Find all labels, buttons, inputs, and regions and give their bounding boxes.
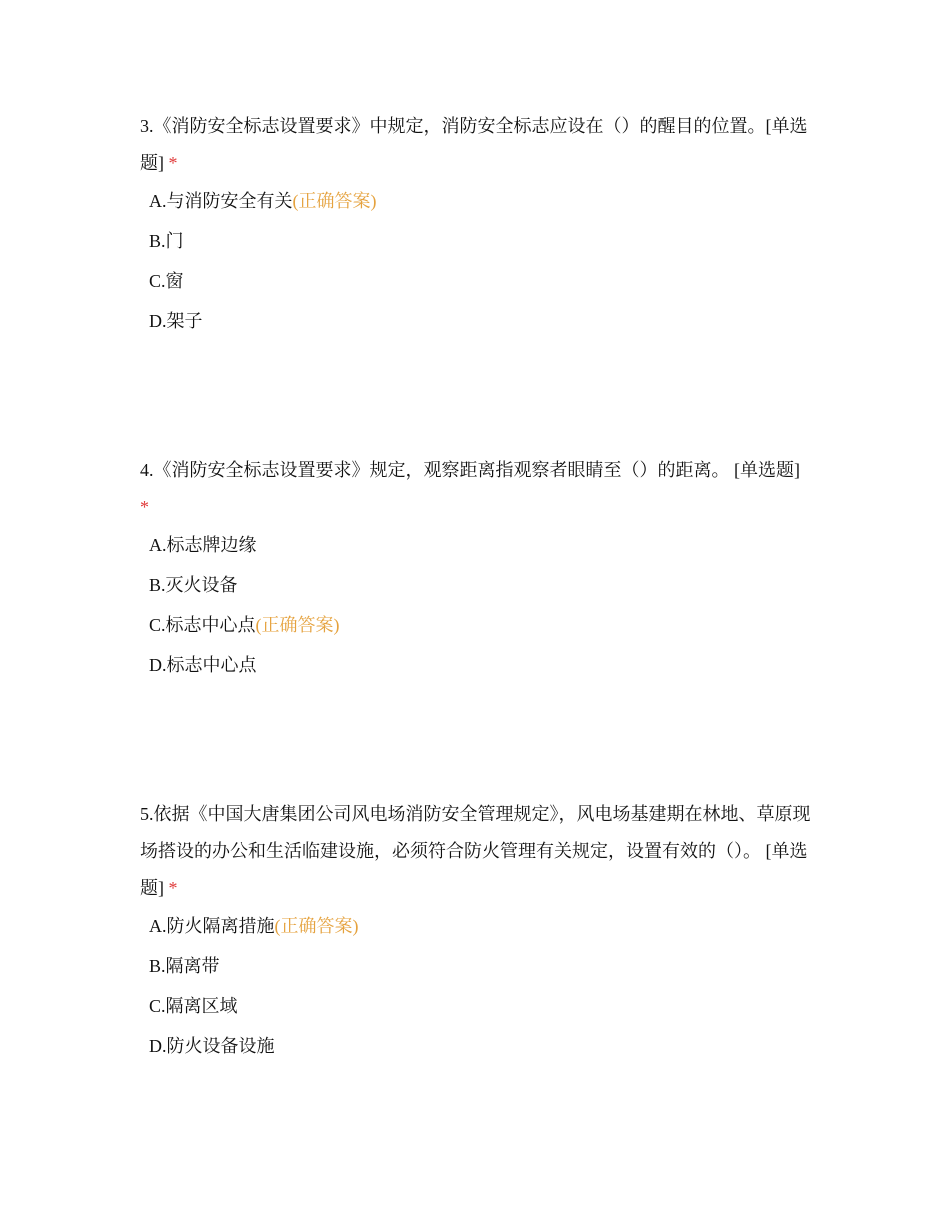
question-text: 4.《消防安全标志设置要求》规定，观察距离指观察者眼睛至（）的距离。 [单选题] * — [140, 460, 800, 517]
option-d[interactable]: D.防火设备设施 — [149, 1036, 275, 1056]
question-3 — [140, 108, 812, 349]
option-a[interactable]: A.标志牌边缘 — [149, 535, 257, 555]
option-c[interactable]: C.隔离区域 — [149, 996, 238, 1016]
correct-answer-tag: (正确答案) — [274, 916, 359, 936]
required-mark: * — [168, 878, 178, 898]
option-b[interactable]: B.门 — [149, 231, 184, 251]
question-4 — [140, 452, 812, 693]
question-5 — [140, 796, 812, 1074]
required-mark: * — [140, 497, 149, 517]
option-b[interactable]: B.隔离带 — [149, 956, 220, 976]
correct-answer-tag: (正确答案) — [292, 191, 377, 211]
option-list — [140, 533, 812, 693]
question-text: 5.依据《中国大唐集团公司风电场消防安全管理规定》，风电场基建期在林地、草原现场搭设的办公和生活临建设施，必须符合防火管理有关规定，设置有效的（）。 [单选题] * — [140, 804, 811, 898]
option-list — [140, 914, 812, 1074]
option-list — [140, 189, 812, 349]
option-c[interactable]: C.窗 — [149, 271, 184, 291]
option-c[interactable]: C.标志中心点(正确答案) — [149, 615, 340, 635]
option-d[interactable]: D.架子 — [149, 311, 203, 331]
question-text: 3.《消防安全标志设置要求》中规定，消防安全标志应设在（）的醒目的位置。[单选题] * — [140, 116, 808, 173]
correct-answer-tag: (正确答案) — [255, 615, 340, 635]
option-d[interactable]: D.标志中心点 — [149, 655, 257, 675]
required-mark: * — [168, 153, 178, 173]
option-a[interactable]: A.与消防安全有关(正确答案) — [149, 191, 377, 211]
option-b[interactable]: B.灭火设备 — [149, 575, 238, 595]
option-a[interactable]: A.防火隔离措施(正确答案) — [149, 916, 359, 936]
